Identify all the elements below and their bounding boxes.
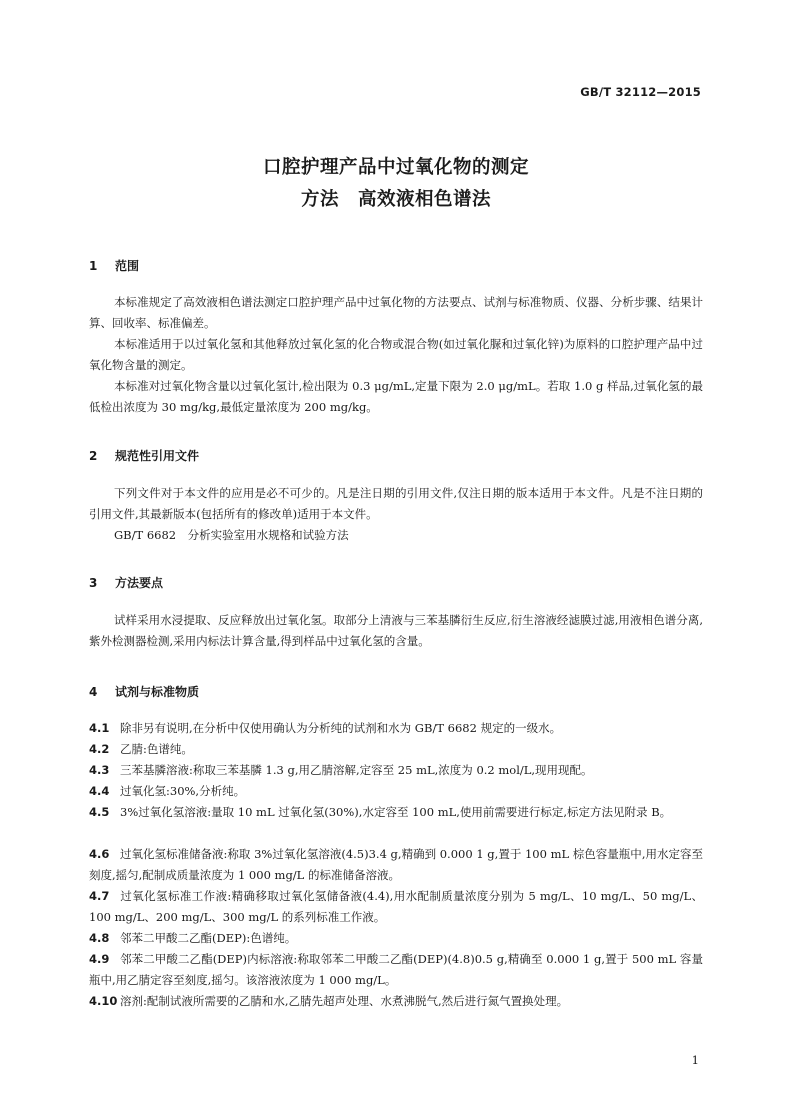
- clause-text: 三苯基膦溶液:称取三苯基膦 1.3 g,用乙腈溶解,定容至 25 mL,浓度为 0.2 mol/L,现用现配。: [120, 763, 593, 777]
- clause-number: 4.6: [89, 847, 110, 861]
- section-title: 范围: [115, 259, 140, 273]
- clause-text: 过氧化氢:30%,分析纯。: [120, 784, 246, 798]
- section-number: 1: [89, 259, 98, 273]
- clause-text: 3%过氧化氢溶液:量取 10 mL 过氧化氢(30%),水定容至 100 mL,使用前需要进行标定,标定方法见附录 B。: [120, 805, 672, 819]
- clause-number: 4.7: [89, 889, 110, 903]
- clause-4-4: [89, 781, 703, 802]
- clause-4-6: [89, 844, 703, 886]
- section-number: 3: [89, 576, 98, 590]
- clause-4-9: [89, 949, 703, 991]
- clause-number: 4.8: [89, 931, 110, 945]
- scope-paragraph-3: 本标准对过氧化物含量以过氧化氢计,检出限为 0.3 μg/mL,定量下限为 2.0 μg/mL。若取 1.0 g 样品,过氧化氢的最低检出浓度为 30 mg/kg,最低定量浓度为 200 mg/kg。: [89, 379, 703, 414]
- method-paragraph: 试样采用水浸提取、反应释放出过氧化氢。取部分上清液与三苯基膦衍生反应,衍生溶液经滤膜过滤,用液相色谱分离,紫外检测器检测,采用内标法计算含量,得到样品中过氧化氢的含量。: [89, 613, 703, 648]
- document-title-line2: 方法 高效液相色谱法: [300, 189, 491, 210]
- clause-number: 4.4: [89, 784, 110, 798]
- clause-text: 邻苯二甲酸二乙酯(DEP)内标溶液:称取邻苯二甲酸二乙酯(DEP)(4.8)0.5 g,精确至 0.000 1 g,置于 500 mL 容量瓶中,用乙腈定容至刻度,摇匀。该溶液浓度为 1 000 mg/L。: [89, 952, 703, 987]
- section-title: 试剂与标准物质: [115, 685, 200, 699]
- reference-gbt6682: GB/T 6682 分析实验室用水规格和试验方法: [114, 528, 349, 542]
- clause-number: 4.2: [89, 742, 110, 756]
- clause-4-5: [89, 802, 703, 823]
- clause-4-7: [89, 886, 703, 928]
- section-title: 规范性引用文件: [115, 449, 200, 463]
- clause-4-3: [89, 760, 703, 781]
- clause-4-2: [89, 739, 703, 760]
- standard-code: GB/T 32112—2015: [580, 85, 701, 99]
- clause-text: 除非另有说明,在分析中仅使用确认为分析纯的试剂和水为 GB/T 6682 规定的一级水。: [120, 721, 562, 735]
- section-heading-scope: [89, 257, 139, 274]
- section-title: 方法要点: [115, 576, 164, 590]
- clause-4-8: [89, 928, 703, 949]
- scope-paragraph-1: 本标准规定了高效液相色谱法测定口腔护理产品中过氧化物的方法要点、试剂与标准物质、仪器、分析步骤、结果计算、回收率、标准偏差。: [89, 295, 703, 330]
- clause-text: 邻苯二甲酸二乙酯(DEP):色谱纯。: [120, 931, 297, 945]
- clause-number: 4.9: [89, 952, 110, 966]
- clause-number: 4.3: [89, 763, 110, 777]
- section-heading-reagents: [89, 683, 199, 700]
- references-paragraph: 下列文件对于本文件的应用是必不可少的。凡是注日期的引用文件,仅注日期的版本适用于本文件。凡是不注日期的引用文件,其最新版本(包括所有的修改单)适用于本文件。: [89, 486, 703, 521]
- section-number: 4: [89, 685, 98, 699]
- clause-number: 4.5: [89, 805, 110, 819]
- section-heading-method-principle: [89, 574, 163, 591]
- section-number: 2: [89, 449, 98, 463]
- clause-text: 过氧化氢标准工作液:精确移取过氧化氢储备液(4.4),用水配制质量浓度分别为 5 mg/L、10 mg/L、50 mg/L、100 mg/L、200 mg/L、300 mg/L 的系列标准工作液。: [89, 889, 703, 924]
- clause-text: 过氧化氢标准储备液:称取 3%过氧化氢溶液(4.5)3.4 g,精确到 0.000 1 g,置于 100 mL 棕色容量瓶中,用水定容至刻度,摇匀,配制成质量浓度为 1 000 mg/L 的标准储备溶液。: [89, 847, 703, 882]
- clause-4-1: [89, 718, 703, 739]
- scope-paragraph-2: 本标准适用于以过氧化氢和其他释放过氧化氢的化合物或混合物(如过氧化脲和过氧化锌)为原料的口腔护理产品中过氧化物含量的测定。: [89, 337, 703, 372]
- clause-number: 4.10: [89, 994, 118, 1008]
- section-heading-normative-references: [89, 447, 199, 464]
- page-number: 1: [691, 1053, 699, 1067]
- document-title-line1: 口腔护理产品中过氧化物的测定: [262, 157, 529, 178]
- clause-number: 4.1: [89, 721, 110, 735]
- clause-text: 乙腈:色谱纯。: [120, 742, 193, 756]
- clause-text: 溶剂:配制试液所需要的乙腈和水,乙腈先超声处理、水煮沸脱气,然后进行氮气置换处理。: [120, 994, 569, 1008]
- clause-4-10: [89, 991, 703, 1012]
